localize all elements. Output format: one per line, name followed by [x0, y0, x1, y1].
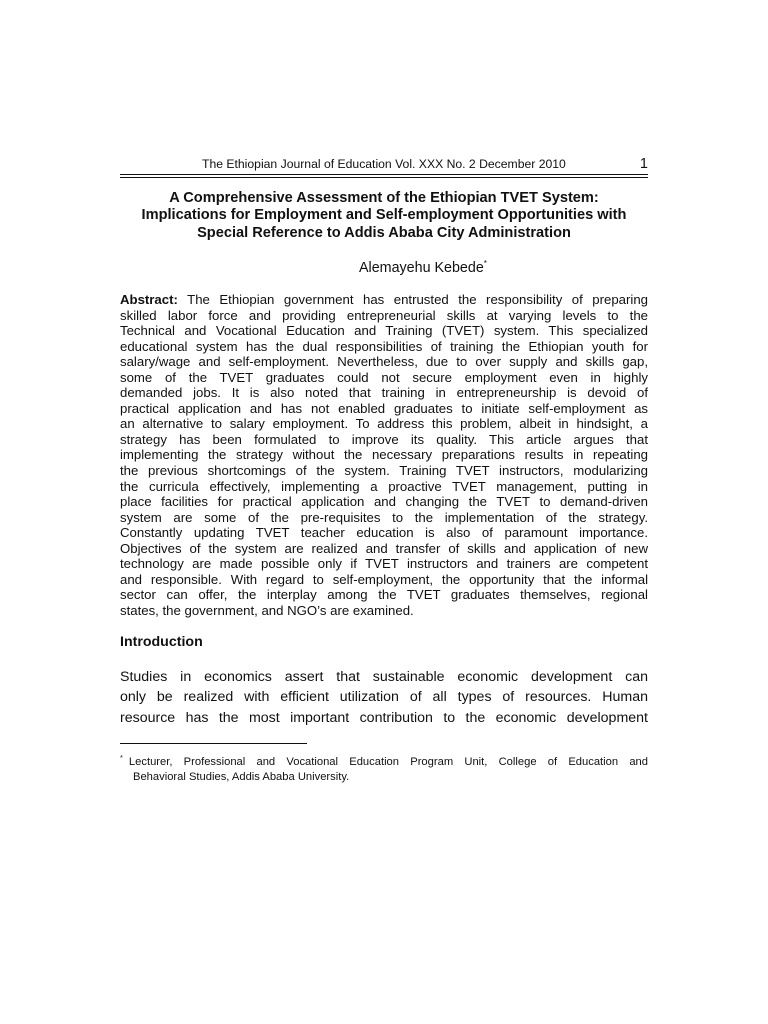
- abstract-line: salary/wage and self-employment. Nevertheless, due to over supply and skills gap,: [120, 354, 648, 370]
- footnote-marker: *: [120, 753, 123, 762]
- abstract-line: Technical and Vocational Education and Training (TVET) system. This specialized: [120, 323, 648, 339]
- author-byline: [359, 259, 487, 276]
- introduction-body: [120, 667, 648, 728]
- author-name: Alemayehu Kebede: [359, 260, 484, 276]
- abstract-line: Abstract: The Ethiopian government has entrusted the responsibility of preparing: [120, 292, 648, 307]
- abstract-line: Objectives of the system are realized and transfer of skills and application of new: [120, 540, 648, 556]
- abstract-line: some of the TVET graduates could not secure employment even in highly: [120, 369, 648, 385]
- abstract: [120, 292, 648, 618]
- body-line: only be realized with efficient utilization of all types of resources. Human: [120, 689, 648, 706]
- abstract-line: system are some of the pre-requisites to the implementation of the strategy.: [120, 509, 648, 525]
- header-rule-top: [120, 174, 648, 175]
- footnote-line: Behavioral Studies, Addis Ababa University.: [133, 771, 350, 783]
- footnote-line: * Lecturer, Professional and Vocational Education Program Unit, College of Education and: [120, 753, 648, 768]
- footnote: [120, 750, 648, 785]
- journal-citation: The Ethiopian Journal of Education Vol. XXX No. 2 December 2010: [202, 157, 566, 171]
- author-footnote-marker: *: [483, 259, 487, 268]
- abstract-line: place facilities for practical application and changing the TVET to demand-driven: [120, 494, 648, 510]
- title-line: A Comprehensive Assessment of the Ethiopian TVET System:: [169, 190, 599, 206]
- footnote-separator: [120, 743, 307, 744]
- abstract-line: sector can offer, the interplay among the TVET graduates themselves, regional: [120, 587, 648, 603]
- running-head: [120, 157, 648, 175]
- page-number: 1: [639, 156, 648, 172]
- abstract-line: technology are made possible only if TVET instructors and trainers are competent: [120, 556, 648, 572]
- abstract-line: an alternative to salary employment. To address this problem, albeit in hindsight, a: [120, 416, 648, 432]
- section-heading-introduction: Introduction: [120, 634, 203, 650]
- abstract-line: implementing the strategy without the necessary preparations results in repeating: [120, 447, 648, 463]
- abstract-line: the previous shortcomings of the system. Training TVET instructors, modularizing: [120, 463, 648, 479]
- abstract-line: the curricula effectively, implementing a proactive TVET management, putting in: [120, 478, 648, 494]
- abstract-line: states, the government, and NGO’s are examined.: [120, 602, 414, 618]
- abstract-label: Abstract:: [120, 292, 178, 307]
- abstract-line: skilled labor force and providing entrepreneurial skills at varying levels to the: [120, 307, 648, 323]
- body-line: resource has the most important contribution to the economic development: [120, 709, 648, 726]
- abstract-line: and responsible. With regard to self-employment, the opportunity that the informal: [120, 571, 648, 587]
- article-title: [120, 190, 648, 242]
- abstract-line: practical application and has not enabled graduates to initiate self-employment as: [120, 400, 648, 416]
- title-line: Special Reference to Addis Ababa City Administration: [197, 224, 571, 241]
- abstract-line: Constantly updating TVET teacher education is also of paramount importance.: [120, 525, 648, 541]
- title-line: Implications for Employment and Self-employment Opportunities with: [141, 207, 627, 224]
- header-rule-bottom: [120, 177, 648, 178]
- abstract-line: educational system has the dual responsibilities of training the Ethiopian youth for: [120, 338, 648, 354]
- abstract-line: strategy has been formulated to improve its quality. This article argues that: [120, 431, 648, 447]
- body-line: Studies in economics assert that sustainable economic development can: [120, 669, 648, 685]
- abstract-line: demanded jobs. It is also noted that training in entrepreneurship is devoid of: [120, 385, 648, 401]
